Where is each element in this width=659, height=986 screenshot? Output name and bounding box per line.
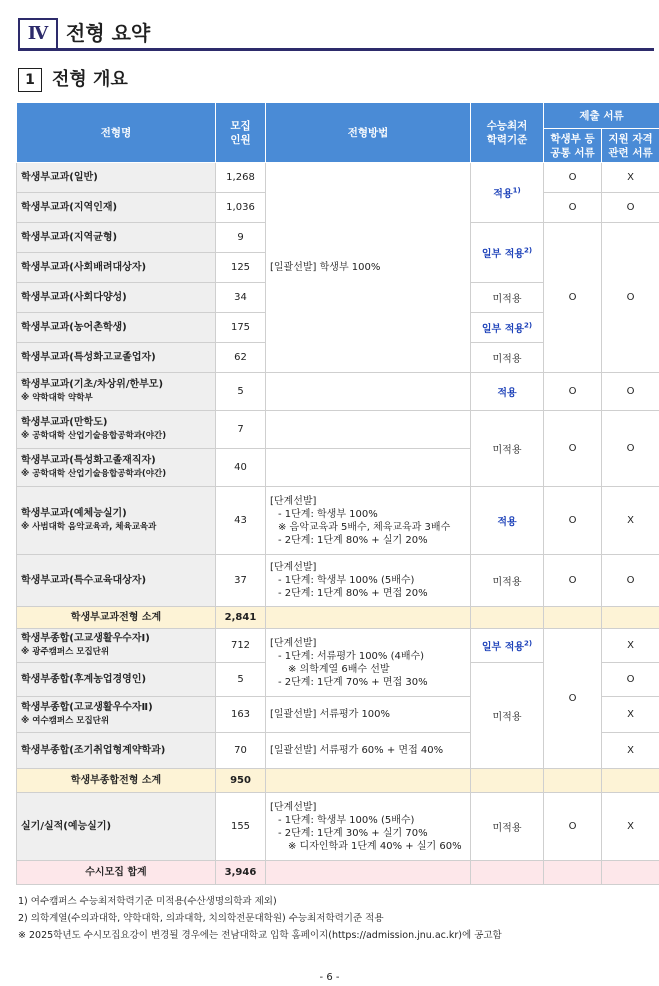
row-quota: 9 bbox=[216, 223, 266, 253]
minimum-cell: 일부 적용$^{2)}$ bbox=[471, 629, 544, 663]
row-quota: 7 bbox=[216, 411, 266, 449]
minimum-cell: 미적용 bbox=[471, 283, 544, 313]
row-name: 학생부종합(조기취업형계약학과) bbox=[17, 733, 216, 769]
section-title: 전형 요약 bbox=[66, 21, 151, 45]
table-row bbox=[17, 793, 659, 861]
row-name: 학생부교과(일반) bbox=[17, 163, 216, 193]
admission-summary-table bbox=[16, 102, 659, 885]
method-cell: [일괄선발] 서류평가 100% bbox=[266, 697, 471, 733]
subtotal-label: 학생부종합전형 소계 bbox=[17, 769, 216, 793]
row-name: 학생부교과(지역균형) bbox=[17, 223, 216, 253]
method-cell bbox=[266, 373, 471, 411]
doc-extra-mark: X bbox=[602, 487, 659, 555]
row-quota: 1,036 bbox=[216, 193, 266, 223]
subtotal-label: 학생부교과전형 소계 bbox=[17, 607, 216, 629]
doc-extra-mark: X bbox=[602, 163, 659, 193]
row-quota: 37 bbox=[216, 555, 266, 607]
row-name: 학생부종합(고교생활우수자Ⅱ) ※ 여수캠퍼스 모집단위 bbox=[17, 697, 216, 733]
section-number: Ⅳ bbox=[18, 18, 58, 50]
minimum-cell: 미적용 bbox=[471, 793, 544, 861]
footnote-2: 2) 의학계열(수의과대학, 약학대학, 의과대학, 치의학전문대학원) 수능최저학력기준 적용 bbox=[18, 913, 384, 924]
row-quota: 125 bbox=[216, 253, 266, 283]
table-row bbox=[17, 163, 659, 193]
minimum-cell: 일부 적용$^{2)}$ bbox=[471, 223, 544, 283]
method-cell bbox=[266, 449, 471, 487]
row-name: 학생부교과(특성화고졸재직자) ※ 공학대학 산업기술융합공학과(야간) bbox=[17, 449, 216, 487]
doc-extra-mark: O bbox=[602, 193, 659, 223]
row-name: 학생부교과(예체능실기) ※ 사범대학 음악교육과, 체육교육과 bbox=[17, 487, 216, 555]
doc-extra-mark: O bbox=[602, 223, 659, 373]
minimum-cell: 적용 bbox=[471, 487, 544, 555]
row-name: 실기/실적(예능실기) bbox=[17, 793, 216, 861]
doc-common-mark: O bbox=[544, 629, 602, 769]
doc-extra-mark: X bbox=[602, 793, 659, 861]
method-cell: [일괄선발] 서류평가 60% + 면접 40% bbox=[266, 733, 471, 769]
method-cell bbox=[266, 411, 471, 449]
doc-common-mark: O bbox=[544, 373, 602, 411]
doc-common-mark: O bbox=[544, 163, 602, 193]
row-name: 학생부교과(특수교육대상자) bbox=[17, 555, 216, 607]
table-row bbox=[17, 629, 659, 663]
row-name: 학생부종합(후계농업경영인) bbox=[17, 663, 216, 697]
subsection-number: 1 bbox=[18, 68, 42, 92]
row-name: 학생부교과(사회배려대상자) bbox=[17, 253, 216, 283]
header-docs: 제출 서류 bbox=[544, 103, 659, 129]
table-row bbox=[17, 555, 659, 607]
table-row bbox=[17, 373, 659, 411]
page-number: - 6 - bbox=[319, 972, 340, 983]
section-header bbox=[18, 18, 654, 50]
doc-common-mark: O bbox=[544, 555, 602, 607]
row-name: 학생부교과(농어촌학생) bbox=[17, 313, 216, 343]
header-quota: 모집 인원 bbox=[216, 103, 266, 163]
doc-extra-mark: O bbox=[602, 663, 659, 697]
section-rule bbox=[18, 48, 654, 51]
minimum-cell: 미적용 bbox=[471, 343, 544, 373]
doc-extra-mark: O bbox=[602, 373, 659, 411]
row-quota: 43 bbox=[216, 487, 266, 555]
subtotal-row bbox=[17, 607, 659, 629]
header-doc-extra: 지원 자격 관련 서류 bbox=[602, 129, 659, 163]
minimum-cell: 일부 적용$^{2)}$ bbox=[471, 313, 544, 343]
row-quota: 34 bbox=[216, 283, 266, 313]
total-quota: 3,946 bbox=[216, 861, 266, 885]
method-cell: [단계선발] - 1단계: 학생부 100% ※ 음악교육과 5배수, 체육교육과 3배수 - 2단계: 1단계 80% + 실기 20% bbox=[266, 487, 471, 555]
method-cell: [단계선발] - 1단계: 서류평가 100% (4배수) ※ 의학계열 6배수 선발 - 2단계: 1단계 70% + 면접 30% bbox=[266, 629, 471, 697]
row-quota: 62 bbox=[216, 343, 266, 373]
row-quota: 40 bbox=[216, 449, 266, 487]
minimum-cell: 적용$^{1)}$ bbox=[471, 163, 544, 223]
total-row bbox=[17, 861, 659, 885]
header-name: 전형명 bbox=[17, 103, 216, 163]
minimum-cell: 미적용 bbox=[471, 663, 544, 769]
row-name: 학생부교과(특성화고교졸업자) bbox=[17, 343, 216, 373]
subtotal-quota: 950 bbox=[216, 769, 266, 793]
subtotal-quota: 2,841 bbox=[216, 607, 266, 629]
doc-extra-mark: X bbox=[602, 733, 659, 769]
row-name: 학생부교과(만학도) ※ 공학대학 산업기술융합공학과(야간) bbox=[17, 411, 216, 449]
minimum-cell: 미적용 bbox=[471, 555, 544, 607]
minimum-cell: 미적용 bbox=[471, 411, 544, 487]
doc-common-mark: O bbox=[544, 223, 602, 373]
row-quota: 163 bbox=[216, 697, 266, 733]
doc-common-mark: O bbox=[544, 193, 602, 223]
footnote-1: 1) 여수캠퍼스 수능최저학력기준 미적용(수산생명의학과 제외) bbox=[18, 896, 277, 907]
doc-common-mark: O bbox=[544, 411, 602, 487]
doc-extra-mark: X bbox=[602, 697, 659, 733]
row-name: 학생부교과(사회다양성) bbox=[17, 283, 216, 313]
row-quota: 5 bbox=[216, 373, 266, 411]
row-quota: 5 bbox=[216, 663, 266, 697]
method-cell: [단계선발] - 1단계: 학생부 100% (5배수) - 2단계: 1단계 80% + 면접 20% bbox=[266, 555, 471, 607]
footnote-3: ※ 2025학년도 수시모집요강이 변경될 경우에는 전남대학교 입학 홈페이지(https://admission.jnu.ac.kr)에 공고함 bbox=[18, 930, 502, 941]
row-quota: 70 bbox=[216, 733, 266, 769]
header-doc-common: 학생부 등 공통 서류 bbox=[544, 129, 602, 163]
doc-common-mark: O bbox=[544, 487, 602, 555]
subtotal-row bbox=[17, 769, 659, 793]
doc-common-mark: O bbox=[544, 793, 602, 861]
method-cell: [단계선발] - 1단계: 학생부 100% (5배수) - 2단계: 1단계 30% + 실기 70% ※ 디자인학과 1단계 40% + 실기 60% bbox=[266, 793, 471, 861]
doc-extra-mark: X bbox=[602, 629, 659, 663]
row-quota: 175 bbox=[216, 313, 266, 343]
minimum-cell: 적용 bbox=[471, 373, 544, 411]
row-quota: 155 bbox=[216, 793, 266, 861]
table-row bbox=[17, 487, 659, 555]
row-name: 학생부교과(기초/차상위/한부모) ※ 약학대학 약학부 bbox=[17, 373, 216, 411]
table-row bbox=[17, 411, 659, 449]
total-label: 수시모집 합계 bbox=[17, 861, 216, 885]
doc-extra-mark: O bbox=[602, 411, 659, 487]
row-quota: 1,268 bbox=[216, 163, 266, 193]
row-quota: 712 bbox=[216, 629, 266, 663]
doc-extra-mark: O bbox=[602, 555, 659, 607]
row-name: 학생부종합(고교생활우수자Ⅰ) ※ 광주캠퍼스 모집단위 bbox=[17, 629, 216, 663]
method-cell: [일괄선발] 학생부 100% bbox=[266, 163, 471, 373]
header-minimum: 수능최저 학력기준 bbox=[471, 103, 544, 163]
subsection-title: 전형 개요 bbox=[52, 69, 128, 90]
row-name: 학생부교과(지역인재) bbox=[17, 193, 216, 223]
header-method: 전형방법 bbox=[266, 103, 471, 163]
